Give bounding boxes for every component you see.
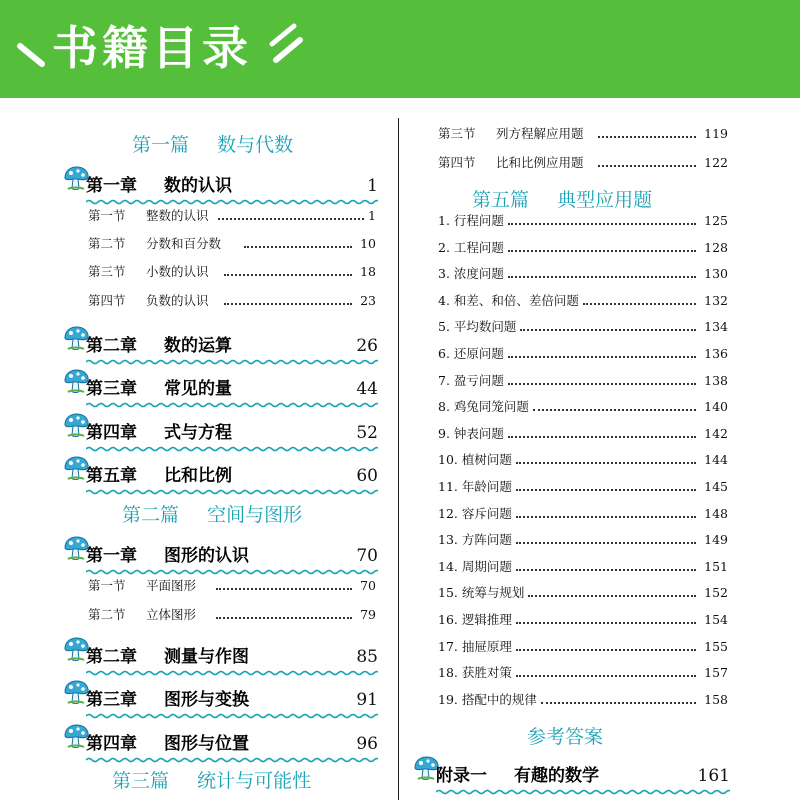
topic-entry[interactable] <box>438 372 728 390</box>
topic-entry[interactable] <box>438 398 728 416</box>
chapter-number: 第二章 <box>86 336 137 356</box>
chapter-page: 91 <box>356 690 378 710</box>
chapter-page: 26 <box>356 336 378 356</box>
topic-page: 148 <box>704 505 728 521</box>
wavy-underline <box>86 489 378 495</box>
chapter-number: 第五章 <box>86 466 137 486</box>
chapter-page: 52 <box>356 423 378 443</box>
topic-page: 157 <box>704 665 728 681</box>
topic-title: 9. 钟表问题 <box>438 425 504 441</box>
section-title: 负数的认识 <box>146 293 209 308</box>
right-slash-decoration <box>266 18 310 74</box>
section-title: 平面图形 <box>146 578 197 593</box>
topic-title: 16. 逻辑推理 <box>438 612 512 627</box>
section-number: 第三节 <box>88 264 126 279</box>
chapter-entry[interactable] <box>86 422 378 452</box>
topic-entry[interactable] <box>438 531 728 549</box>
leader-dots <box>516 622 696 624</box>
leader-dots <box>218 218 364 220</box>
section-title: 列方程解应用题 <box>496 126 584 141</box>
section-title: 整数的认识 <box>146 208 209 223</box>
answers-heading: 参考答案 <box>527 726 604 748</box>
wavy-underline <box>86 713 378 719</box>
section-page: 70 <box>360 578 376 593</box>
topic-page: 158 <box>704 691 728 707</box>
chapter-page: 70 <box>356 546 378 566</box>
topic-entry[interactable] <box>438 584 728 602</box>
topic-entry[interactable] <box>438 664 728 682</box>
chapter-entry[interactable] <box>86 545 378 575</box>
topic-entry[interactable] <box>438 558 728 576</box>
topic-title: 19. 搭配中的规律 <box>438 691 537 707</box>
leader-dots <box>508 223 696 225</box>
leader-dots <box>598 165 696 167</box>
chapter-title: 测量与作图 <box>164 647 249 667</box>
leader-dots <box>508 250 696 252</box>
topic-entry[interactable] <box>438 318 728 336</box>
topic-page: 125 <box>704 213 728 228</box>
topic-entry[interactable] <box>438 638 728 656</box>
chapter-page: 96 <box>356 734 378 754</box>
header-banner <box>0 0 800 98</box>
topic-title: 4. 和差、和倍、差倍问题 <box>438 292 579 308</box>
section-number: 第二节 <box>88 236 126 251</box>
section-number: 第三节 <box>438 126 476 141</box>
topic-entry[interactable] <box>438 265 728 283</box>
leader-dots <box>598 136 696 138</box>
section-entry[interactable] <box>88 207 376 225</box>
part-number: 第一篇 <box>132 134 190 156</box>
topic-entry[interactable] <box>438 451 728 469</box>
wavy-underline <box>86 757 378 763</box>
topic-title: 15. 统筹与规划 <box>438 585 525 601</box>
topic-page: 142 <box>704 425 728 441</box>
chapter-page: 1 <box>367 176 378 196</box>
wavy-underline <box>86 199 378 205</box>
topic-entry[interactable] <box>438 239 728 257</box>
part-title: 数与代数 <box>217 134 294 156</box>
appendix-number: 附录一 <box>436 766 487 786</box>
chapter-title: 图形与位置 <box>164 734 249 754</box>
section-title: 比和比例应用题 <box>496 155 584 170</box>
chapter-title: 数的认识 <box>164 176 232 196</box>
topic-title: 1. 行程问题 <box>438 213 504 228</box>
section-page: 119 <box>704 126 728 141</box>
topic-page: 151 <box>704 558 728 574</box>
section-title: 分数和百分数 <box>146 236 222 251</box>
topic-entry[interactable] <box>438 505 728 523</box>
chapter-entry[interactable] <box>86 378 378 408</box>
part-number: 第五篇 <box>472 189 530 211</box>
section-page: 23 <box>360 293 376 308</box>
column-divider <box>398 118 399 800</box>
appendix-entry[interactable] <box>436 765 730 795</box>
wavy-underline <box>436 789 730 795</box>
topic-entry[interactable] <box>438 212 728 230</box>
section-page: 10 <box>360 236 376 251</box>
topic-page: 136 <box>704 346 728 361</box>
leader-dots <box>528 595 696 597</box>
part-number: 第二篇 <box>122 504 180 526</box>
leader-dots <box>216 617 352 619</box>
topic-title: 10. 植树问题 <box>438 452 512 468</box>
topic-title: 2. 工程问题 <box>438 239 504 255</box>
topic-title: 11. 年龄问题 <box>438 479 512 494</box>
section-number: 第一节 <box>88 578 126 593</box>
topic-title: 17. 抽屉原理 <box>438 638 512 654</box>
part-heading <box>122 500 302 527</box>
chapter-entry[interactable] <box>86 465 378 495</box>
part-heading <box>112 766 311 793</box>
chapter-page: 44 <box>356 379 378 399</box>
topic-title: 8. 鸡兔同笼问题 <box>438 399 529 415</box>
topic-entry[interactable] <box>438 292 728 310</box>
leader-dots <box>516 649 696 651</box>
topic-entry[interactable] <box>438 691 728 709</box>
chapter-title: 数的运算 <box>164 336 232 356</box>
topic-page: 128 <box>704 239 728 255</box>
leader-dots <box>516 675 696 677</box>
leader-dots <box>508 436 696 438</box>
part-heading <box>132 130 293 157</box>
part-title: 典型应用题 <box>557 189 653 211</box>
leader-dots <box>224 303 352 305</box>
leader-dots <box>516 516 696 518</box>
chapter-title: 常见的量 <box>164 379 232 399</box>
topic-title: 6. 还原问题 <box>438 346 504 361</box>
leader-dots <box>224 274 352 276</box>
section-page: 79 <box>360 607 376 622</box>
section-page: 122 <box>704 155 728 170</box>
part-title: 统计与可能性 <box>197 770 312 792</box>
chapter-number: 第一章 <box>86 546 137 566</box>
leader-dots <box>508 383 696 385</box>
topic-page: 140 <box>704 399 728 415</box>
topic-page: 145 <box>704 479 728 494</box>
wavy-underline <box>86 670 378 676</box>
chapter-title: 图形与变换 <box>164 690 249 710</box>
leader-dots <box>520 329 696 331</box>
topic-page: 130 <box>704 266 728 282</box>
section-entry[interactable] <box>88 606 376 624</box>
topic-title: 14. 周期问题 <box>438 558 512 574</box>
leader-dots <box>533 409 696 411</box>
topic-entry[interactable] <box>438 345 728 363</box>
chapter-title: 比和比例 <box>164 466 232 486</box>
topic-title: 13. 方阵问题 <box>438 532 512 548</box>
section-title: 立体图形 <box>146 607 197 622</box>
section-entry[interactable] <box>88 235 376 253</box>
chapter-entry[interactable] <box>86 646 378 676</box>
leader-dots <box>244 246 352 248</box>
topic-page: 134 <box>704 319 728 335</box>
appendix-page: 161 <box>697 766 730 786</box>
topic-title: 3. 浓度问题 <box>438 266 504 282</box>
chapter-number: 第二章 <box>86 647 137 667</box>
left-slash-decoration <box>14 40 48 70</box>
leader-dots <box>516 489 696 491</box>
part-heading <box>472 185 652 212</box>
chapter-entry[interactable] <box>86 175 378 205</box>
topic-title: 5. 平均数问题 <box>438 319 517 335</box>
section-entry[interactable] <box>438 154 728 172</box>
chapter-number: 第四章 <box>86 423 137 443</box>
page-title: 书籍目录 <box>52 21 252 75</box>
leader-dots <box>508 276 696 278</box>
topic-page: 138 <box>704 372 728 388</box>
leader-dots <box>508 356 696 358</box>
section-page: 18 <box>360 264 376 279</box>
leader-dots <box>216 588 352 590</box>
topic-entry[interactable] <box>438 425 728 443</box>
chapter-page: 85 <box>356 647 378 667</box>
topic-page: 132 <box>704 292 728 308</box>
topic-page: 144 <box>704 452 728 468</box>
section-entry[interactable] <box>88 577 376 595</box>
topic-title: 18. 获胜对策 <box>438 665 512 681</box>
chapter-number: 第一章 <box>86 176 137 196</box>
leader-dots <box>516 542 696 544</box>
topic-entry[interactable] <box>438 478 728 496</box>
leader-dots <box>516 569 696 571</box>
wavy-underline <box>86 446 378 452</box>
section-entry[interactable] <box>88 292 376 310</box>
section-title: 小数的认识 <box>146 264 209 279</box>
topic-entry[interactable] <box>438 611 728 629</box>
section-page: 1 <box>368 208 376 223</box>
part-title: 空间与图形 <box>207 504 303 526</box>
chapter-entry[interactable] <box>86 689 378 719</box>
chapter-title: 图形的认识 <box>164 546 249 566</box>
appendix-title: 有趣的数学 <box>514 766 599 786</box>
topic-title: 12. 容斥问题 <box>438 505 512 521</box>
topic-page: 152 <box>704 585 728 601</box>
leader-dots <box>541 702 696 704</box>
chapter-number: 第三章 <box>86 379 137 399</box>
topic-page: 155 <box>704 638 728 654</box>
section-entry[interactable] <box>88 263 376 281</box>
wavy-underline <box>86 569 378 575</box>
section-number: 第四节 <box>438 155 476 170</box>
chapter-title: 式与方程 <box>164 423 232 443</box>
section-number: 第一节 <box>88 208 126 223</box>
wavy-underline <box>86 402 378 408</box>
topic-page: 149 <box>704 532 728 548</box>
chapter-entry[interactable] <box>86 733 378 763</box>
section-entry[interactable] <box>438 125 728 143</box>
wavy-underline <box>86 359 378 365</box>
section-number: 第二节 <box>88 607 126 622</box>
leader-dots <box>583 303 696 305</box>
title-box <box>0 14 330 74</box>
leader-dots <box>516 462 696 464</box>
section-number: 第四节 <box>88 293 126 308</box>
chapter-page: 60 <box>356 466 378 486</box>
chapter-number: 第四章 <box>86 734 137 754</box>
part-number: 第三篇 <box>112 770 170 792</box>
topic-page: 154 <box>704 612 728 627</box>
chapter-number: 第三章 <box>86 690 137 710</box>
topic-title: 7. 盈亏问题 <box>438 372 504 388</box>
chapter-entry[interactable] <box>86 335 378 365</box>
